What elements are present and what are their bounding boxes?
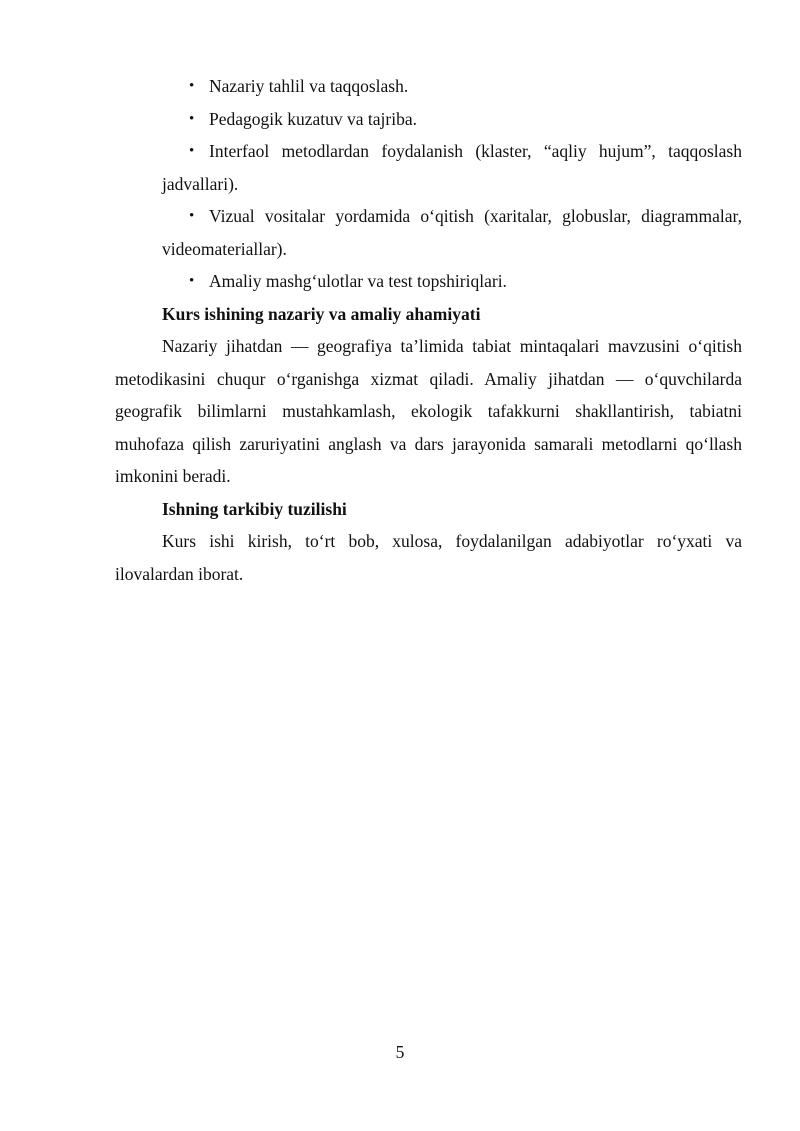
list-item-text: Amaliy mashg‘ulotlar va test topshiriqlari. <box>209 271 507 291</box>
bullet-icon: • <box>189 273 195 289</box>
list-item <box>115 135 742 200</box>
paragraph-structure: Kurs ishi kirish, to‘rt bob, xulosa, foydalanilgan adabiyotlar ro‘yxati va ilovalardan iborat. <box>115 531 742 584</box>
list-item-text: Pedagogik kuzatuv va tajriba. <box>209 108 417 129</box>
paragraph-significance: Nazariy jihatdan — geografiya ta’limida tabiat mintaqalari mavzusini o‘qitish metodikasini chuqur o‘rganishga xizmat qiladi. Amaliy jihatdan — o‘quvchilarda geografik bilimlarni mustahkamlash, ekologik tafakkurni shakllantirish, tabiatni muhofaza qilish zaruriyatini anglash va dars jarayonida samarali metodlarni qo‘llash imkonini beradi. <box>115 336 742 486</box>
list-item-text: Interfaol metodlardan foydalanish (klaster, “aqliy hujum”, taqqoslash jadvallari). <box>162 141 742 194</box>
list-item <box>115 70 742 103</box>
bullet-icon: • <box>189 78 195 94</box>
page-number: 5 <box>395 1042 405 1062</box>
section-heading-structure: Ishning tarkibiy tuzilishi <box>162 498 347 519</box>
page-content <box>115 70 742 590</box>
list-item-text: Nazariy tahlil va taqqoslash. <box>209 76 409 96</box>
bullet-icon: • <box>189 110 195 127</box>
list-item <box>115 103 742 136</box>
list-item-text: Vizual vositalar yordamida o‘qitish (xaritalar, globuslar, diagrammalar, videomateriallar). <box>162 206 742 259</box>
list-item <box>115 200 742 265</box>
section-heading-significance: Kurs ishining nazariy va amaliy ahamiyati <box>162 303 481 324</box>
list-item <box>115 265 742 298</box>
bullet-icon: • <box>189 143 195 159</box>
bullet-icon: • <box>189 208 195 224</box>
